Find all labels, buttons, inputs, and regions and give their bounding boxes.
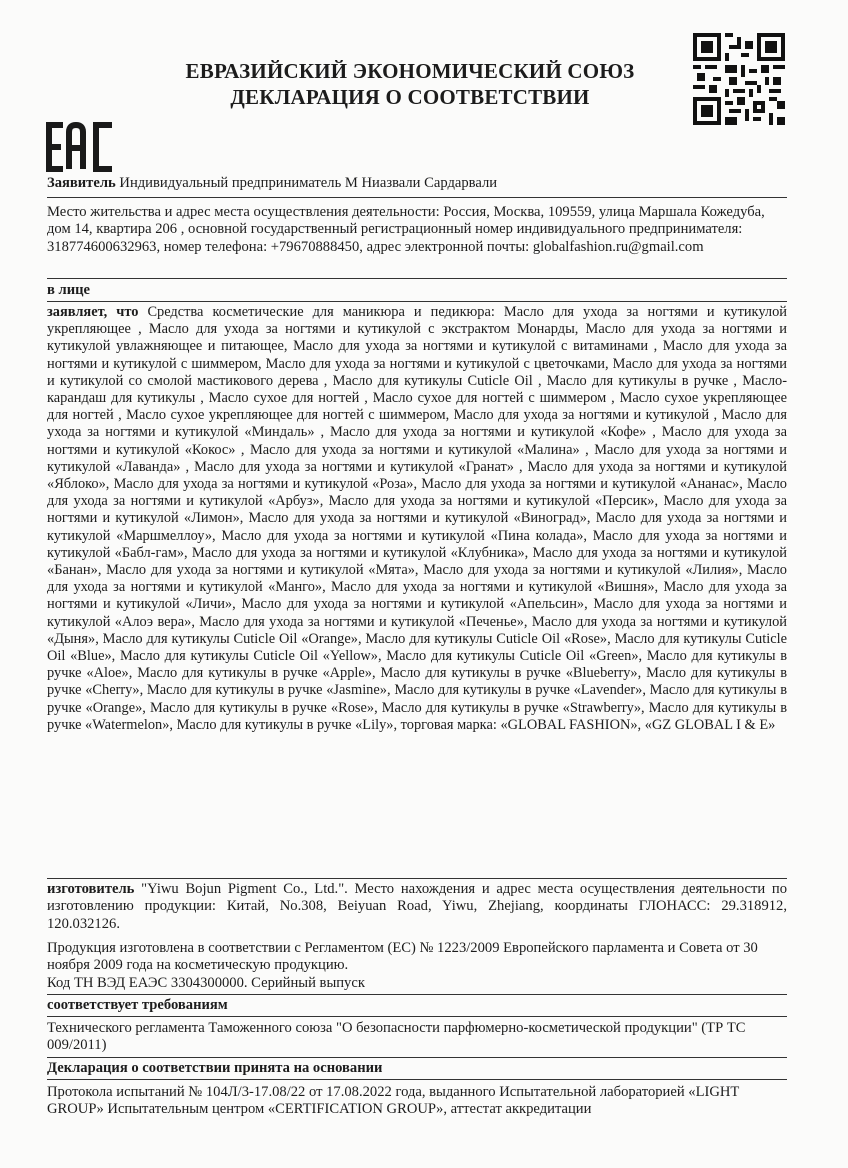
applicant-value: Индивидуальный предприниматель М Ниазвали Сардарвали	[119, 175, 498, 191]
applicant-address	[47, 204, 787, 256]
applicant-section	[47, 175, 787, 192]
production-section	[47, 940, 787, 992]
document-title	[130, 58, 690, 110]
declares-text: Средства косметические для маникюра и педикюра: Масло для ухода за ногтями и кутикулой укрепляющее , Масло для ухода за ногтями и кутикулой с экстрактом Монарды, Масло для ухода за ногтями и кутикулой увлажняющее и питающее, Масло для ухода за ногтями и кутикулой с витаминами , Масло для ухода за ногтями и кутикулой с шиммером, Масло для ухода за ногтями и кутикулой с цветочками, Масло для ухода за ногтями и кутикулой со смолой мастикового дерева , Масло для кутикулы Cuticle Oil , Масло для кутикулы в ручке , Масло-карандаш для кутикулы , Масло сухое для ногтей , Масло сухое для ногтей с шиммером , Масло сухое укрепляющее для ногтей , Масло сухое укрепляющее для ногтей с шиммером, Масло для ухода за ногтями и кутикулой , Масло для ухода за ногтями и кутикулой «Миндаль» , Масло для ухода за ногтями и кутикулой «Кофе» , Масло для ухода за ногтями и кутикулой «Кокос» , Масло для ухода за ногтями и кутикулой «Малина» , Масло для ухода за ногтями и кутикулой «Лаванда» , Масло для ухода за ногтями и кутикулой «Гранат» , Масло для ухода за ногтями и кутикулой «Яблоко», Масло для ухода за ногтями и кутикулой «Роза», Масло для ухода за ногтями и кутикулой «Ананас», Масло для ухода за ногтями и кутикулой «Арбуз», Масло для ухода за ногтями и кутикулой «Персик», Масло для ухода за ногтями и кутикулой «Лимон», Масло для ухода за ногтями и кутикулой «Виноград», Масло для ухода за ногтями и кутикулой «Маршмеллоу», Масло для ухода за ногтями и кутикулой «Пина колада», Масло для ухода за ногтями и кутикулой «Бабл-гам», Масло для ухода за ногтями и кутикулой «Клубника», Масло для ухода за ногтями и кутикулой «Банан», Масло для ухода за ногтями и кутикулой «Мята», Масло для ухода за ногтями и кутикулой «Лилия», Масло для ухода за ногтями и кутикулой «Манго», Масло для ухода за ногтями и кутикулой «Вишня», Масло для ухода за ногтями и кутикулой «Личи», Масло для ухода за ногтями и кутикулой «Апельсин», Масло для ухода за ногтями и кутикулой «Алоэ вера», Масло для ухода за ногтями и кутикулой «Печенье», Масло для ухода за ногтями и кутикулой «Дыня», Масло для кутикулы Cuticle Oil «Orange», Масло для кутикулы Cuticle Oil «Rose», Масло для кутикулы Cuticle Oil «Blue», Масло для кутикулы Cuticle Oil «Yellow», Масло для кутикулы Cuticle Oil «Green», Масло для кутикулы в ручке «Aloe», Масло для кутикулы в ручке «Apple», Масло для кутикулы в ручке «Blueberry», Масло для кутикулы в ручке «Cherry», Масло для кутикулы в ручке «Jasmine», Масло для кутикулы в ручке «Lavender», Масло для кутикулы в ручке «Orange», Масло для кутикулы в ручке «Rose», Масло для кутикулы в ручке «Strawberry», Масло для кутикулы в ручке «Watermelon», Масло для кутикулы в ручке «Lily», торговая марка: «GLOBAL FASHION», «GZ GLOBAL I & E»	[47, 304, 787, 733]
compliance-label-row	[47, 997, 787, 1014]
manufacturer-section	[47, 881, 787, 933]
person-section	[47, 282, 787, 299]
basis-text: Протокола испытаний № 104Л/3-17.08/22 от 17.08.2022 года, выданного Испытательной лабораторией «LIGHT GROUP» Испытательным центром «CERTIFICATION GROUP», аттестат аккредитации	[47, 1084, 740, 1118]
compliance-section	[47, 1020, 787, 1055]
title-union: ЕВРАЗИЙСКИЙ ЭКОНОМИЧЕСКИЙ СОЮЗ	[185, 59, 635, 83]
manufacturer-label: изготовитель	[47, 881, 135, 897]
declares-section	[47, 304, 787, 734]
manufacturer-text: "Yiwu Bojun Pigment Co., Ltd.". Место нахождения и адрес места осуществления деятельности по изготовлению продукции: Китай, No.308, Beiyuan Road, Yiwu, Zhejiang, координаты ГЛОНАСС: 29.318912, 120.032126.	[47, 881, 787, 932]
applicant-label: Заявитель	[47, 175, 116, 191]
basis-label: Декларация о соответствии принята на основании	[47, 1060, 383, 1076]
title-declaration: ДЕКЛАРАЦИЯ О СООТВЕТСТВИИ	[230, 85, 590, 109]
qr-code-icon	[693, 33, 785, 125]
production-code: Код ТН ВЭД ЕАЭС 3304300000. Серийный выпуск	[47, 974, 365, 991]
declares-label: заявляет, что	[47, 304, 139, 320]
eac-logo-icon	[46, 122, 116, 172]
eac-logo-text: EAC	[81, 148, 93, 154]
address-text: Место жительства и адрес места осуществления деятельности: Россия, Москва, 109559, улица Маршала Кожедуба, дом 14, квартира 206 , основной государственный регистрационный номер индивидуального предпринимателя: 318774600632963, номер телефона: +79670888450, адрес электронной почты: globalfashion.ru@gmail.com	[47, 204, 765, 255]
production-text: Продукция изготовлена в соответствии с Регламентом (ЕС) № 1223/2009 Европейского парламента и Совета от 30 ноября 2009 года на косметическую продукцию.	[47, 940, 758, 974]
compliance-text: Технического регламента Таможенного союза "О безопасности парфюмерно-косметической продукции" (ТР ТС 009/2011)	[47, 1020, 746, 1054]
basis-label-row	[47, 1060, 787, 1077]
basis-section	[47, 1084, 787, 1119]
person-label: в лице	[47, 282, 91, 298]
compliance-label: соответствует требованиям	[47, 997, 228, 1013]
